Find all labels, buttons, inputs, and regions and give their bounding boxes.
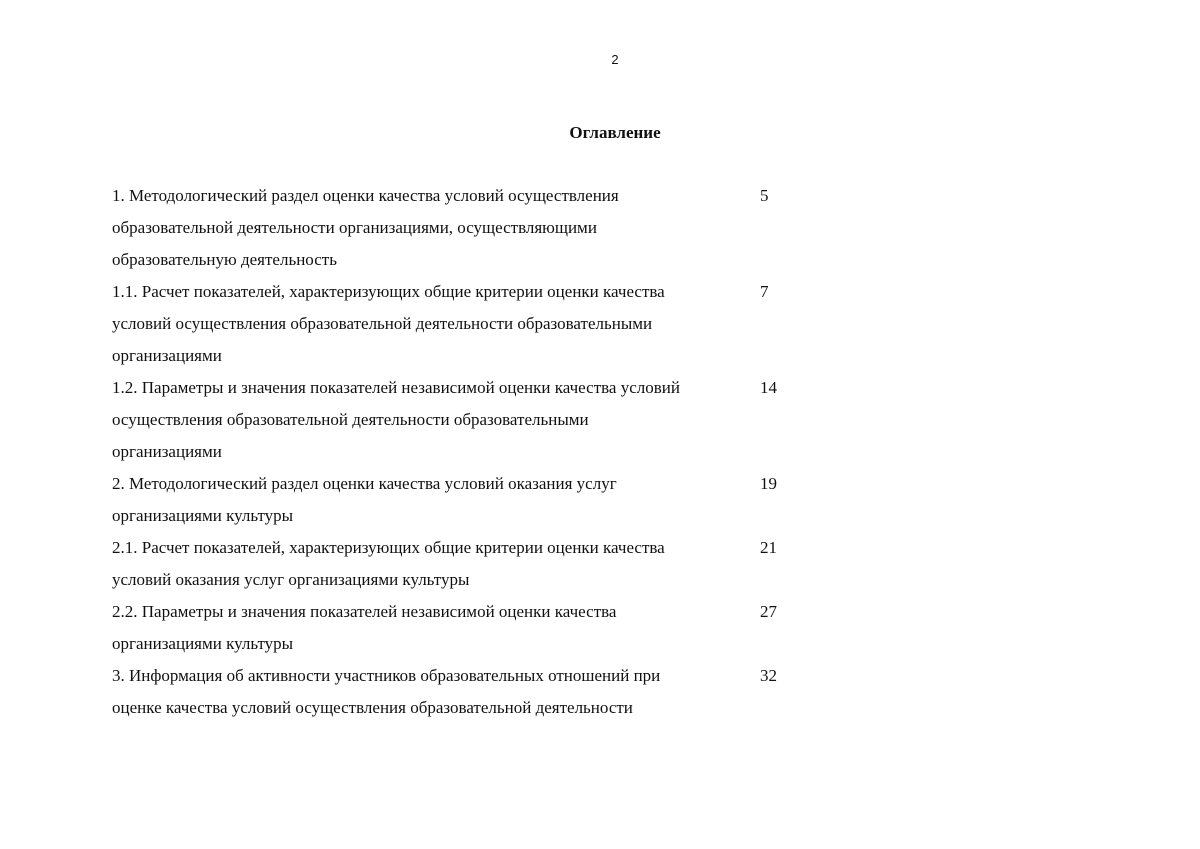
toc-entry-line: организациями культуры xyxy=(112,634,294,653)
toc-entry-text xyxy=(112,180,748,276)
toc-entry-line: 1.2. Параметры и значения показателей независимой оценки качества условий xyxy=(112,378,680,397)
toc-entry-3[interactable] xyxy=(112,660,812,724)
toc-entry-text xyxy=(112,660,748,724)
toc-entry-line: условий оказания услуг организациями культуры xyxy=(112,570,470,589)
toc-entry-line: 1.1. Расчет показателей, характеризующих общие критерии оценки качества xyxy=(112,282,665,301)
toc-entry-page: 27 xyxy=(760,602,777,621)
toc-entry-text xyxy=(112,596,748,660)
toc-entry-line: 2.2. Параметры и значения показателей независимой оценки качества xyxy=(112,602,617,621)
toc-entry-line: организациями культуры xyxy=(112,506,294,525)
toc-entry-line: 2.1. Расчет показателей, характеризующих общие критерии оценки качества xyxy=(112,538,665,557)
toc-entry-line: условий осуществления образовательной деятельности образовательными xyxy=(112,314,653,333)
toc-entry-page: 14 xyxy=(760,378,777,397)
toc-entry-line: организациями xyxy=(112,442,222,461)
toc-entry-2-1[interactable] xyxy=(112,532,812,596)
toc-entry-2[interactable] xyxy=(112,468,812,532)
toc-entry-page: 19 xyxy=(760,474,777,493)
table-of-contents xyxy=(112,180,812,724)
toc-entry-line: осуществления образовательной деятельности образовательными xyxy=(112,410,589,429)
toc-entry-line: образовательную деятельность xyxy=(112,250,337,269)
toc-entry-1-2[interactable] xyxy=(112,372,812,468)
toc-entry-page: 5 xyxy=(760,186,769,205)
toc-entry-2-2[interactable] xyxy=(112,596,812,660)
toc-entry-line: образовательной деятельности организациями, осуществляющими xyxy=(112,218,597,237)
toc-entry-line: 3. Информация об активности участников образовательных отношений при xyxy=(112,666,661,685)
toc-entry-page: 21 xyxy=(760,538,777,557)
toc-entry-line: 1. Методологический раздел оценки качества условий осуществления xyxy=(112,186,619,205)
toc-entry-1[interactable] xyxy=(112,180,812,276)
toc-entry-text xyxy=(112,468,748,532)
toc-entry-line: оценке качества условий осуществления образовательной деятельности xyxy=(112,698,633,717)
toc-entry-line: 2. Методологический раздел оценки качества условий оказания услуг xyxy=(112,474,617,493)
toc-title: Оглавление xyxy=(569,123,661,142)
toc-entry-text xyxy=(112,372,748,468)
toc-entry-line: организациями xyxy=(112,346,222,365)
toc-entry-1-1[interactable] xyxy=(112,276,812,372)
toc-entry-page: 7 xyxy=(760,282,769,301)
toc-entry-text xyxy=(112,532,748,596)
toc-entry-text xyxy=(112,276,748,372)
toc-entry-page: 32 xyxy=(760,666,777,685)
page-number: 2 xyxy=(611,52,619,67)
